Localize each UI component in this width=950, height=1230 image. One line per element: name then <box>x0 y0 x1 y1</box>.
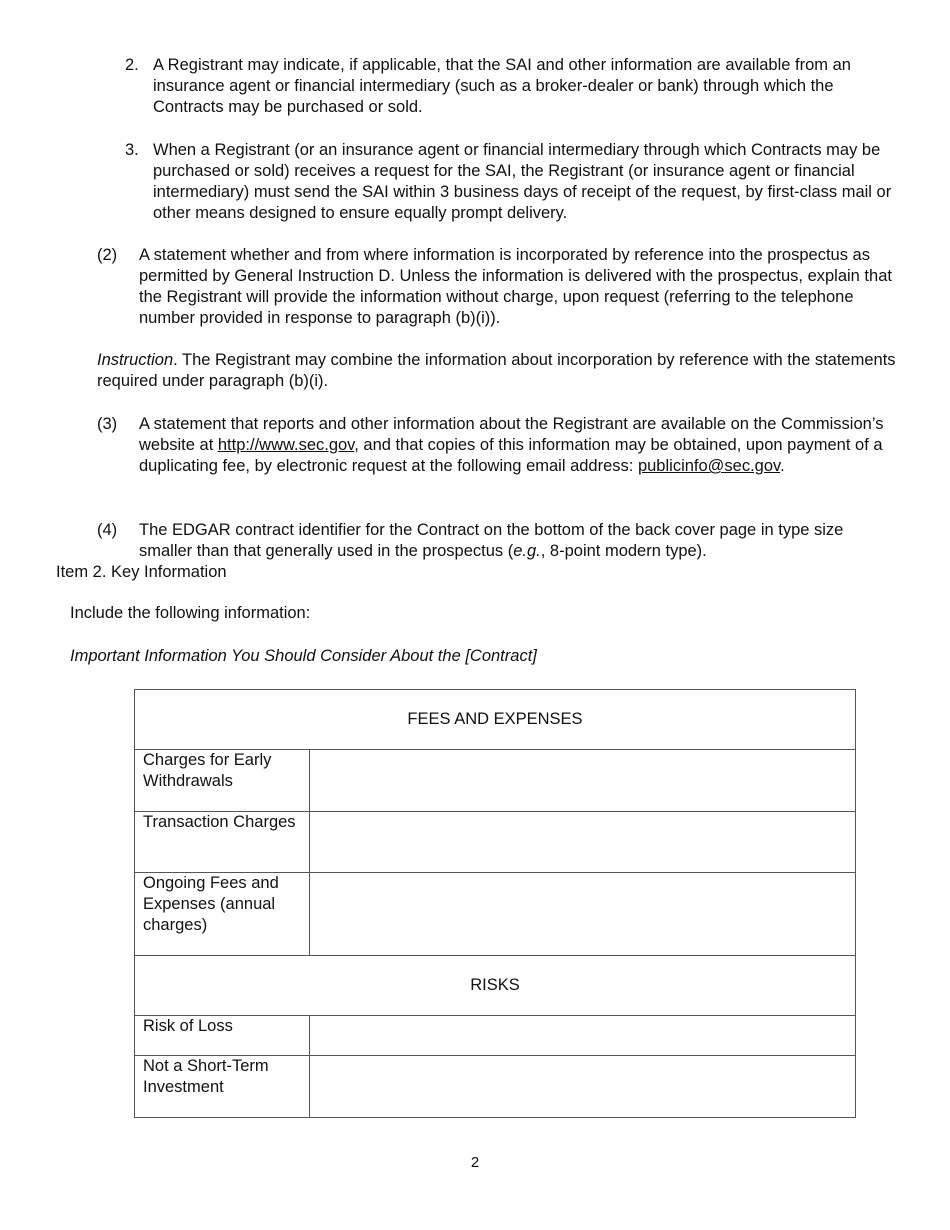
risks-header: RISKS <box>135 956 856 1016</box>
paragraph-number: (2) <box>97 246 118 264</box>
paragraph-number: (4) <box>97 521 118 539</box>
instruction-label: Instruction <box>97 351 174 369</box>
paragraph-text-b: , and that copies of this information may be obtained, upon payment of a duplicating fee, by electronic request at the following email address: <box>139 436 883 475</box>
item2-intro: Include the following information: <box>70 604 311 622</box>
item2-heading: Item 2. Key Information <box>56 563 227 581</box>
row-label: Charges for Early Withdrawals <box>135 750 310 812</box>
row-value <box>310 812 856 873</box>
paragraph-text: A statement whether and from where information is incorporated by reference into the prospectus as permitted by General Instruction D. Unless the information is delivered with the prospectus, explain that the Registrant will provide the information without charge, upon request (referring to the telephone number provided in response to paragraph (b)(i)). <box>139 246 892 327</box>
row-value <box>310 750 856 812</box>
list-text: A Registrant may indicate, if applicable, that the SAI and other information are available from an insurance agent or financial intermediary (such as a broker-dealer or bank) through which the Contracts may be purchased or sold. <box>153 56 851 116</box>
list-text: When a Registrant (or an insurance agent or financial intermediary through which Contracts may be purchased or sold) receives a request for the SAI, the Registrant (or insurance agent or financial intermediary) must send the SAI within 3 business days of receipt of the request, by first-class mail or other means designed to ensure equally prompt delivery. <box>153 141 892 222</box>
page-number: 2 <box>470 1154 480 1171</box>
paragraph-text-a: A statement that reports and other information about the Registrant are available on the Commission’s website at <box>139 415 884 454</box>
paragraph-eg: e.g. <box>513 542 541 560</box>
row-label: Transaction Charges <box>135 812 310 873</box>
risks-header-row <box>135 956 856 1016</box>
instruction-text: . The Registrant may combine the information about incorporation by reference with the statements required under paragraph (b)(i). <box>97 351 896 390</box>
table-row <box>135 1056 856 1118</box>
table-row <box>135 812 856 873</box>
row-label: Ongoing Fees and Expenses (annual charges) <box>135 873 310 956</box>
row-label: Risk of Loss <box>135 1016 310 1056</box>
fees-header: FEES AND EXPENSES <box>135 690 856 750</box>
row-value <box>310 873 856 956</box>
paragraph-number: (3) <box>97 415 118 433</box>
paragraph-text-c: . <box>780 457 785 475</box>
paragraph-text-a: The EDGAR contract identifier for the Contract on the bottom of the back cover page in type size smaller than that generally used in the prospectus ( <box>139 521 844 560</box>
row-value <box>310 1056 856 1118</box>
sec-website-link[interactable]: http://www.sec.gov <box>217 436 355 454</box>
paragraph-text-b: , 8-point modern type). <box>540 542 707 560</box>
paragraph-text <box>139 414 894 477</box>
table-row <box>135 1016 856 1056</box>
item2-subtitle: Important Information You Should Consider About the [Contract] <box>70 647 537 665</box>
row-value <box>310 1016 856 1056</box>
key-information-table <box>134 689 856 1118</box>
paragraph-text <box>139 520 894 562</box>
row-label: Not a Short-Term Investment <box>135 1056 310 1118</box>
table-row <box>135 873 856 956</box>
fees-header-row <box>135 690 856 750</box>
list-number: 3. <box>125 141 139 159</box>
list-number: 2. <box>125 56 139 74</box>
instruction-note <box>97 350 897 392</box>
table-row <box>135 750 856 812</box>
email-link[interactable]: publicinfo@sec.gov <box>637 457 781 475</box>
